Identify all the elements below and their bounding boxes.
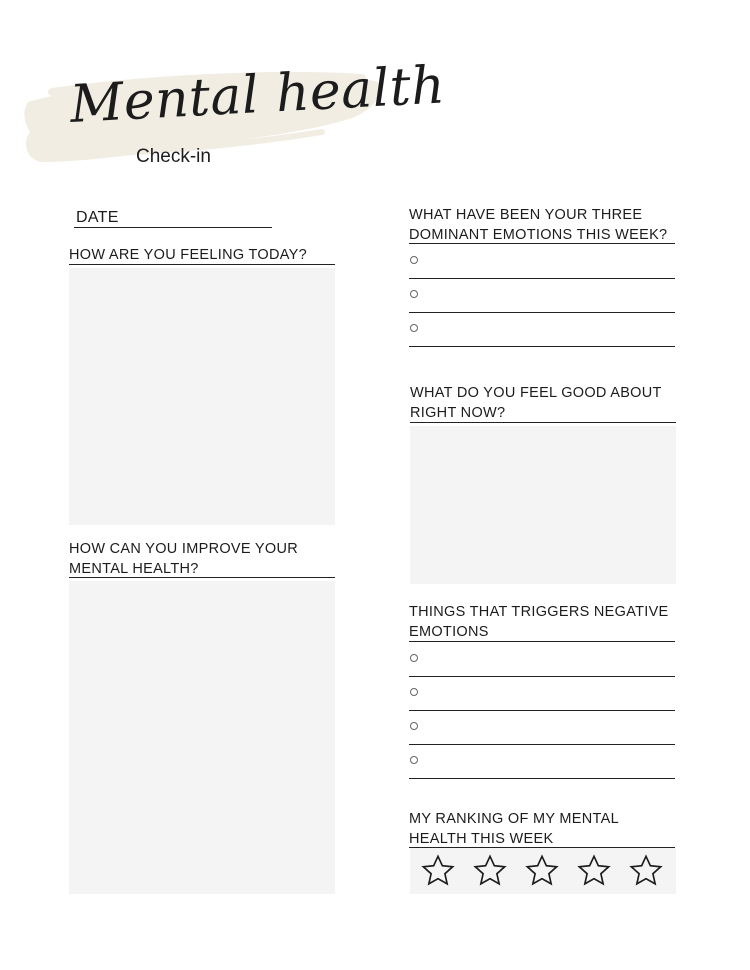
circle-bullet-icon: [410, 688, 418, 696]
feel-good-label-line2: RIGHT NOW?: [410, 405, 506, 421]
circle-bullet-icon: [410, 756, 418, 764]
date-line[interactable]: [74, 227, 272, 228]
feel-good-response-box[interactable]: [410, 426, 676, 584]
trigger-line-1[interactable]: [409, 643, 675, 677]
star-outline-icon[interactable]: [628, 853, 664, 889]
feeling-label: HOW ARE YOU FEELING TODAY?: [69, 247, 307, 263]
star-outline-icon[interactable]: [524, 853, 560, 889]
emotion-line-2[interactable]: [409, 279, 675, 313]
feel-good-rule: [410, 422, 676, 423]
emotion-line-3[interactable]: [409, 313, 675, 347]
improve-label-line2: MENTAL HEALTH?: [69, 561, 199, 577]
ranking-label-line2: HEALTH THIS WEEK: [409, 831, 554, 847]
improve-response-box[interactable]: [69, 581, 335, 894]
circle-bullet-icon: [410, 324, 418, 332]
triggers-label-line1: THINGS THAT TRIGGERS NEGATIVE: [409, 604, 669, 620]
feeling-rule: [69, 264, 335, 265]
circle-bullet-icon: [410, 722, 418, 730]
emotions-label-line2: DOMINANT EMOTIONS THIS WEEK?: [409, 227, 668, 243]
page-title: Mental health: [68, 55, 447, 136]
trigger-line-3[interactable]: [409, 711, 675, 745]
star-rating: [410, 848, 676, 894]
emotions-label-line1: WHAT HAVE BEEN YOUR THREE: [409, 207, 643, 223]
star-outline-icon[interactable]: [472, 853, 508, 889]
improve-rule: [69, 577, 335, 578]
star-outline-icon[interactable]: [420, 853, 456, 889]
circle-bullet-icon: [410, 256, 418, 264]
feeling-response-box[interactable]: [69, 268, 335, 525]
improve-label-line1: HOW CAN YOU IMPROVE YOUR: [69, 541, 299, 557]
ranking-label-line1: MY RANKING OF MY MENTAL: [409, 811, 619, 827]
trigger-line-4[interactable]: [409, 745, 675, 779]
triggers-label-line2: EMOTIONS: [409, 624, 489, 640]
star-outline-icon[interactable]: [576, 853, 612, 889]
circle-bullet-icon: [410, 654, 418, 662]
date-label: DATE: [76, 209, 119, 226]
trigger-line-2[interactable]: [409, 677, 675, 711]
circle-bullet-icon: [410, 290, 418, 298]
feel-good-label-line1: WHAT DO YOU FEEL GOOD ABOUT: [410, 385, 662, 401]
emotion-line-1[interactable]: [409, 245, 675, 279]
page-subtitle: Check-in: [136, 146, 211, 167]
